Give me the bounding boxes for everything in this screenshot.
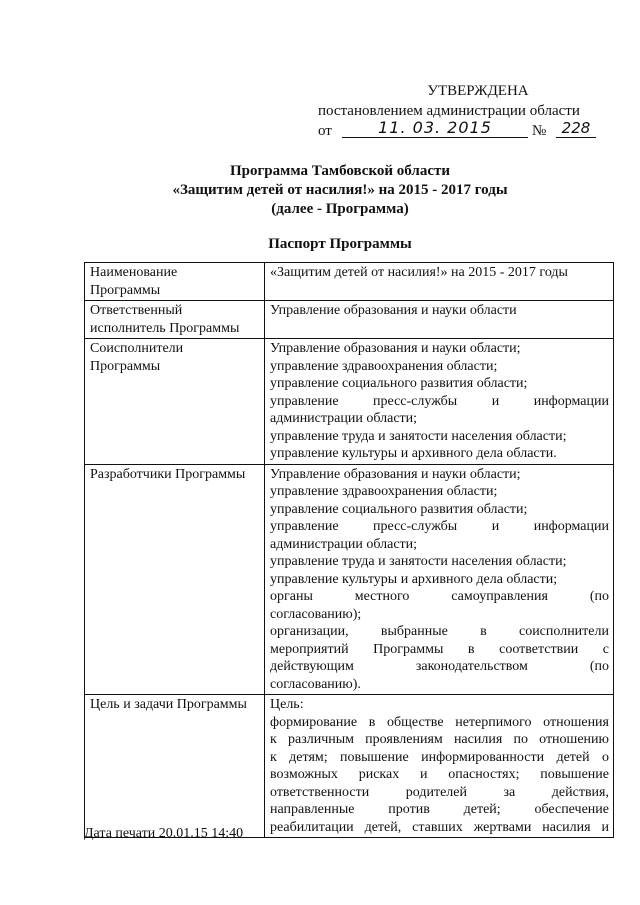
row-label-line: Цель и задачи Программы	[90, 697, 247, 712]
passport-heading: Паспорт Программы	[268, 236, 412, 252]
approval-stamp	[318, 82, 598, 144]
row-value-line: администрации области;	[270, 536, 418, 552]
row-label-line: Соисполнители	[90, 341, 184, 356]
number-prefix: №	[532, 123, 547, 139]
row-label-line: Разработчики Программы	[90, 466, 246, 482]
row-label-line: Программы	[90, 358, 161, 374]
row-value-line: управление труда и занятости населения области;	[270, 554, 567, 569]
row-value-line: Управление образования и науки области;	[270, 466, 521, 482]
row-value-line: мероприятий Программы в соответствии с	[270, 641, 609, 657]
program-title-line: «Защитим детей от насилия!» на 2015 - 2017 годы	[172, 182, 508, 198]
row-value	[265, 339, 614, 465]
row-value	[265, 301, 614, 339]
row-value-line: управление здравоохранения области;	[270, 484, 498, 499]
row-value-line: формирование в обществе нетерпимого отношения	[270, 714, 609, 730]
row-label-line: Наименование	[90, 265, 178, 280]
row-value-line: согласованию);	[270, 606, 362, 622]
program-title-line: Программа Тамбовской области	[229, 163, 450, 179]
row-value-line: управление культуры и архивного дела области;	[270, 571, 558, 587]
table-row	[85, 263, 614, 301]
row-value-line: управление труда и занятости населения области;	[270, 428, 567, 444]
table-row	[85, 464, 614, 695]
row-value-line: управление социального развития области;	[270, 501, 528, 517]
row-value-line: к различным проявлениям насилия по отношению	[270, 732, 609, 747]
row-value-line: действующим законодательством (по	[270, 659, 609, 674]
row-value	[265, 263, 614, 301]
row-value-line: согласованию).	[270, 676, 361, 692]
passport-table	[84, 262, 614, 838]
row-label	[85, 339, 265, 465]
row-label-line: Программы	[90, 282, 161, 298]
row-value-line: управление пресс-службы и информации	[270, 393, 609, 409]
row-value-line: к детям; повышение информированности детей о	[270, 749, 609, 765]
row-value-line: Управление образования и науки области	[270, 303, 517, 318]
print-date: Дата печати 20.01.15 14:40	[84, 826, 244, 841]
approval-title: УТВЕРЖДЕНА	[427, 83, 529, 99]
row-value-line: Цель:	[270, 697, 304, 712]
row-value-line: реабилитации детей, ставших жертвами насилия и	[270, 819, 609, 835]
approval-by: постановлением администрации области	[318, 103, 580, 119]
row-label	[85, 301, 265, 339]
row-value-line: Управление образования и науки области;	[270, 341, 521, 356]
row-value-line: администрации области;	[270, 411, 418, 426]
row-value-line: возможных рисках и опасностях; повышение	[270, 767, 609, 782]
row-label	[85, 464, 265, 695]
row-value-line: управление пресс-службы и информации	[270, 519, 609, 534]
approval-date: 11. 03. 2015	[342, 119, 528, 138]
row-value-line: управление социального развития области;	[270, 376, 528, 391]
row-label-line: Ответственный	[90, 303, 183, 318]
row-label	[85, 263, 265, 301]
date-prefix: от	[318, 123, 332, 139]
row-value-line: организации, выбранные в соисполнители	[270, 624, 609, 639]
row-value-line: ответственности родителей за действия,	[270, 784, 609, 800]
row-value-line: органы местного самоуправления (по	[270, 589, 609, 604]
row-value-line: управление здравоохранения области;	[270, 358, 498, 374]
row-value	[265, 695, 614, 838]
program-title	[80, 162, 600, 219]
table-row	[85, 301, 614, 339]
row-value	[265, 464, 614, 695]
row-value-line: «Защитим детей от насилия!» на 2015 - 2017 годы	[270, 265, 568, 280]
row-value-line: направленные против детей; обеспечение	[270, 802, 609, 817]
row-label	[85, 695, 265, 838]
row-value-line: управление культуры и архивного дела области.	[270, 446, 557, 461]
approval-dateline	[318, 118, 598, 144]
table-row	[85, 339, 614, 465]
program-title-line: (далее - Программа)	[271, 201, 409, 217]
approval-number: 228	[556, 119, 596, 138]
table-row	[85, 695, 614, 838]
row-label-line: исполнитель Программы	[90, 320, 240, 336]
